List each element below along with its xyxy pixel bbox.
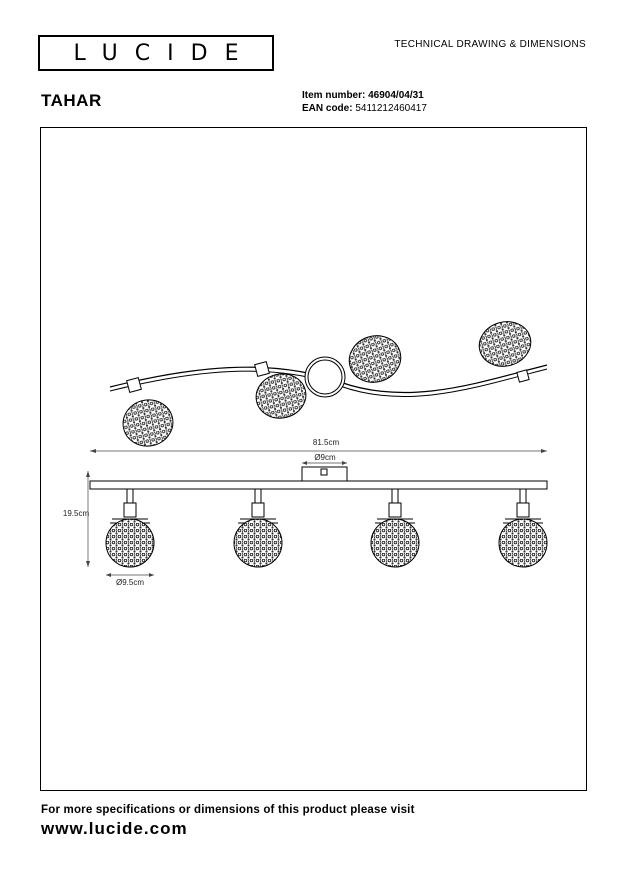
- item-number-row: [302, 89, 427, 102]
- ean-row: [302, 102, 427, 115]
- technical-drawing: [40, 127, 587, 791]
- brand-logo-text: LUCIDE: [73, 40, 256, 66]
- perspective-spot-4: [474, 316, 536, 382]
- front-elevation: [90, 467, 547, 567]
- front-spot-3: [371, 489, 419, 567]
- front-spot-2: [234, 489, 282, 567]
- front-spot-1: [106, 489, 154, 567]
- perspective-base-plate: [305, 357, 345, 397]
- website-link[interactable]: www.lucide.com: [41, 819, 188, 838]
- ean-label: EAN code:: [302, 103, 353, 114]
- product-info: [302, 89, 427, 115]
- product-name: TAHAR: [41, 91, 102, 110]
- footer-note: For more specifications or dimensions of this product please visit: [41, 804, 415, 816]
- item-number-label: Item number:: [302, 90, 366, 101]
- shade-diameter-label: Ø9.5cm: [115, 578, 145, 587]
- base-screw: [321, 469, 327, 475]
- mounting-bar: [90, 481, 547, 489]
- base-diameter-dimension: [302, 453, 347, 465]
- item-number-value: 46904/04/31: [368, 90, 424, 101]
- front-spot-4: [499, 489, 547, 567]
- brand-logo: [38, 35, 274, 71]
- base-diameter-label: Ø9cm: [314, 453, 336, 462]
- perspective-spot-1: [119, 378, 177, 451]
- height-dimension: [63, 471, 90, 567]
- shade-diameter-dimension: [106, 573, 154, 587]
- height-label: 19.5cm: [62, 509, 90, 518]
- total-length-label: 81.5cm: [312, 438, 340, 447]
- perspective-spot-3: [343, 329, 407, 389]
- document-type: TECHNICAL DRAWING & DIMENSIONS: [394, 39, 586, 50]
- perspective-view: [110, 316, 547, 451]
- perspective-spot-2: [252, 362, 310, 423]
- ean-value: 5411212460417: [355, 103, 427, 114]
